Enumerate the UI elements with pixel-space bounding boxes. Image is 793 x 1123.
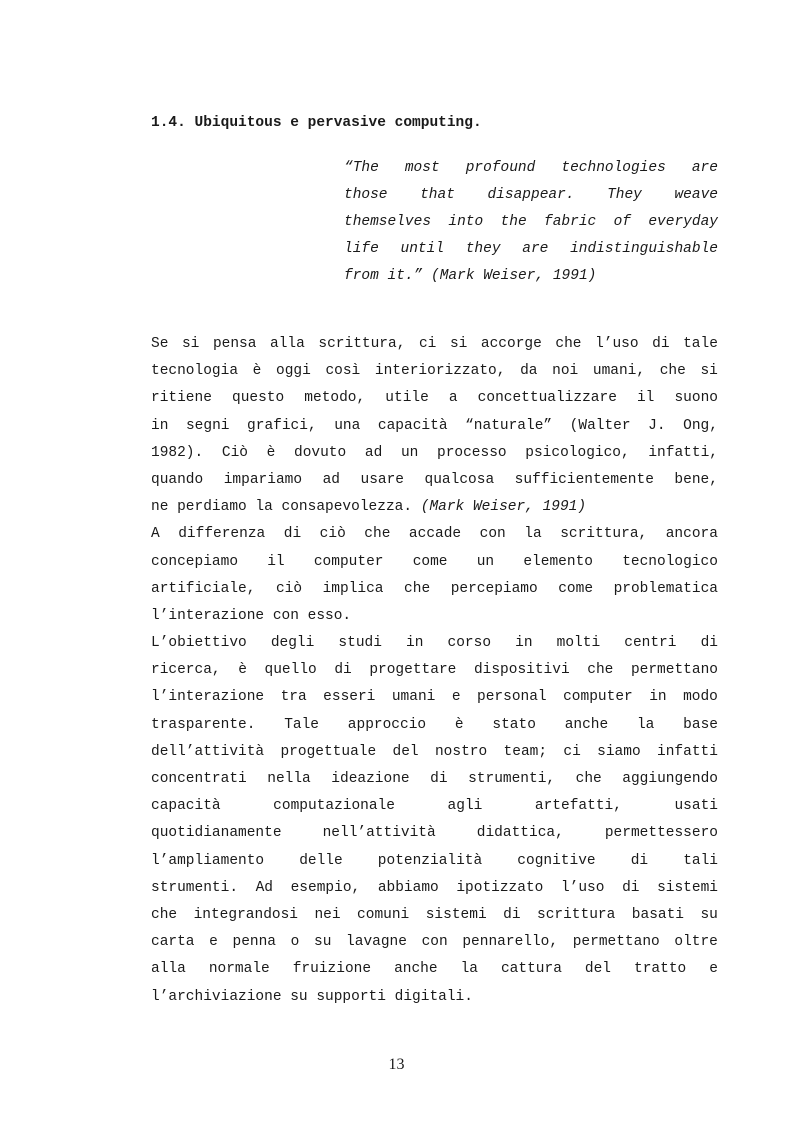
body-line-10: artificiale, ciò implica che percepiamo come problematica bbox=[151, 580, 718, 597]
body-line-18: capacità computazionale agli artefatti, usati bbox=[151, 798, 718, 815]
quote-line-4: life until they are indistinguishable bbox=[344, 241, 718, 257]
quote-line-2: those that disappear. They weave bbox=[344, 187, 718, 203]
section-heading: 1.4. Ubiquitous e pervasive computing. bbox=[151, 115, 482, 131]
body-line-21: strumenti. Ad esempio, abbiamo ipotizzato l’uso di sistemi bbox=[151, 879, 718, 896]
body-line-1: Se si pensa alla scrittura, ci si accorge che l’uso di tale bbox=[151, 336, 718, 352]
epigraph-quote bbox=[344, 155, 718, 290]
body-line-4: in segni grafici, una capacità “naturale” (Walter J. Ong, bbox=[151, 417, 718, 434]
body-line-14: l’interazione tra esseri umani e personal computer in modo bbox=[151, 689, 718, 706]
body-line-6: quando impariamo ad usare qualcosa sufficientemente bene, bbox=[151, 471, 718, 488]
body-line-17: concentrati nella ideazione di strumenti, che aggiungendo bbox=[151, 771, 718, 787]
body-line-19: quotidianamente nell’attività didattica, permettessero bbox=[151, 825, 718, 842]
body-line-23: carta e penna o su lavagne con pennarello, permettano oltre bbox=[151, 934, 718, 951]
body-line-7: ne perdiamo la consapevolezza. (Mark Weiser, 1991) bbox=[151, 499, 587, 516]
body-line-24: alla normale fruizione anche la cattura del tratto e bbox=[151, 961, 718, 978]
body-line-13: ricerca, è quello di progettare dispositivi che permettano bbox=[151, 662, 718, 679]
citation: (Mark Weiser, 1991) bbox=[420, 499, 587, 516]
quote-line-5: from it.” (Mark Weiser, 1991) bbox=[344, 268, 597, 284]
body-line-16: dell’attività progettuale del nostro team; ci siamo infatti bbox=[151, 743, 718, 760]
quote-line-1: “The most profound technologies are bbox=[344, 160, 718, 176]
body-text bbox=[151, 331, 718, 1011]
body-line-3: ritiene questo metodo, utile a concettualizzare il suono bbox=[151, 390, 718, 407]
body-line-15: trasparente. Tale approccio è stato anche la base bbox=[151, 716, 718, 733]
quote-line-3: themselves into the fabric of everyday bbox=[344, 214, 718, 230]
body-line-22: che integrandosi nei comuni sistemi di scrittura basati su bbox=[151, 906, 718, 923]
body-line-12: L’obiettivo degli studi in corso in molti centri di bbox=[151, 635, 718, 652]
body-line-2: tecnologia è oggi così interiorizzato, da noi umani, che si bbox=[151, 363, 718, 380]
body-line-5: 1982). Ciò è dovuto ad un processo psicologico, infatti, bbox=[151, 444, 718, 461]
body-line-11: l’interazione con esso. bbox=[151, 607, 352, 624]
body-line-20: l’ampliamento delle potenzialità cognitive di tali bbox=[151, 852, 718, 869]
body-line-8: A differenza di ciò che accade con la scrittura, ancora bbox=[151, 526, 718, 543]
page-number: 13 bbox=[388, 1056, 405, 1073]
body-line-9: concepiamo il computer come un elemento tecnologico bbox=[151, 553, 718, 570]
body-line-25: l’archiviazione su supporti digitali. bbox=[151, 988, 473, 1005]
